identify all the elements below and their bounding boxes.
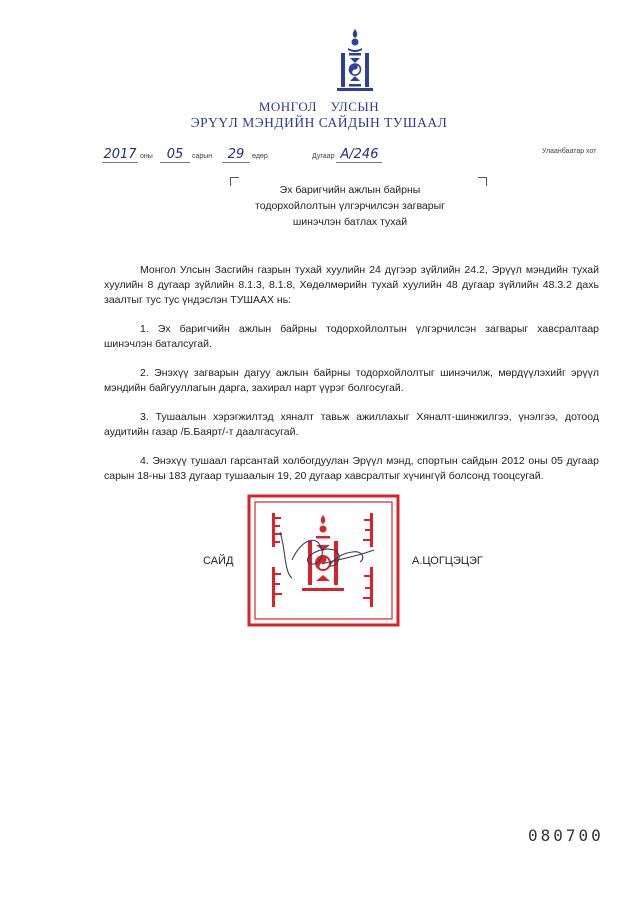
- number-value: А/246: [336, 148, 382, 163]
- subject-line-2: тодорхойлолтын үлгэрчилсэн загварыг: [255, 200, 445, 212]
- month-suffix: сарын: [191, 153, 213, 160]
- date-day: [222, 148, 268, 163]
- place-label: Улаанбаатар хот: [542, 148, 597, 155]
- order-subject: [200, 182, 500, 230]
- paragraph-item-2: 2. Энэхүү загварын дагуу ажлын байрны тодорхойлолтыг шинэчилж, мөрдүүлэхийг эрүүл мэндийн байгууллагын дарга, захирал нарт үүрэг болгосугай.: [104, 367, 599, 394]
- signatory-name: А.ЦОГЦЭЦЭГ: [412, 555, 483, 567]
- year-suffix: оны: [139, 153, 153, 160]
- subject-line-1: Эх баригчийн ажлын байрны: [279, 184, 421, 196]
- day-suffix: өдөр: [251, 153, 268, 160]
- paragraph-item-1: 1. Эх баригчийн ажлын байрны тодорхойлолтын үлгэрчилсэн загварыг хавсралтаар шинэчлэн баталсугай.: [104, 323, 599, 350]
- document-serial-number: 080700: [528, 826, 604, 845]
- soyombo-emblem-icon: [333, 28, 377, 94]
- org-line-1: МОНГОЛ УЛСЫН: [258, 99, 380, 114]
- org-line-2: ЭРҮҮЛ МЭНДИЙН САЙДЫН ТУШААЛ: [190, 115, 448, 130]
- day-value: 29: [222, 148, 250, 163]
- month-value: 05: [160, 148, 190, 163]
- signatory-title: САЙД: [203, 555, 234, 567]
- date-month: [160, 148, 212, 163]
- subject-line-3: шинэчлэн батлах тухай: [292, 216, 408, 228]
- paragraph-preamble: Монгол Улсын Засгийн газрын тухай хуулийн 24 дүгээр зүйлийн 24.2, Эрүүл мэндийн тухай хуулийн 8 дугаар зүйлийн 8.1.3, 8.1.8, Хөдөлмөрийн тухай хуулийн 48 дугаар зүйлийн 48.3.2 дахь заалтыг тус тус үндэслэн ТУШААХ нь:: [104, 264, 599, 306]
- handwritten-signature: [262, 520, 392, 590]
- number-label: Дугаар: [312, 153, 335, 160]
- date-year: [102, 148, 153, 163]
- date-number-line: [102, 148, 622, 170]
- year-value: 2017: [103, 147, 137, 162]
- paragraph-item-4: 4. Энэхүү тушаал гарсантай холбогдуулан Эрүүл мэнд, спортын сайдын 2012 оны 05 дугаар сарын 18-ны 183 дугаар тушаалын 19, 20 дугаар хавсралтыг хүчингүй болсонд тооцсугай.: [104, 455, 599, 482]
- order-number: [312, 148, 382, 163]
- paragraph-item-3: 3. Тушаалын хэрэгжилтэд хяналт тавьж ажиллахыг Хяналт-шинжилгээ, үнэлгээ, дотоод аудитийн газар /Б.Баярт/-т даалгасугай.: [104, 411, 599, 438]
